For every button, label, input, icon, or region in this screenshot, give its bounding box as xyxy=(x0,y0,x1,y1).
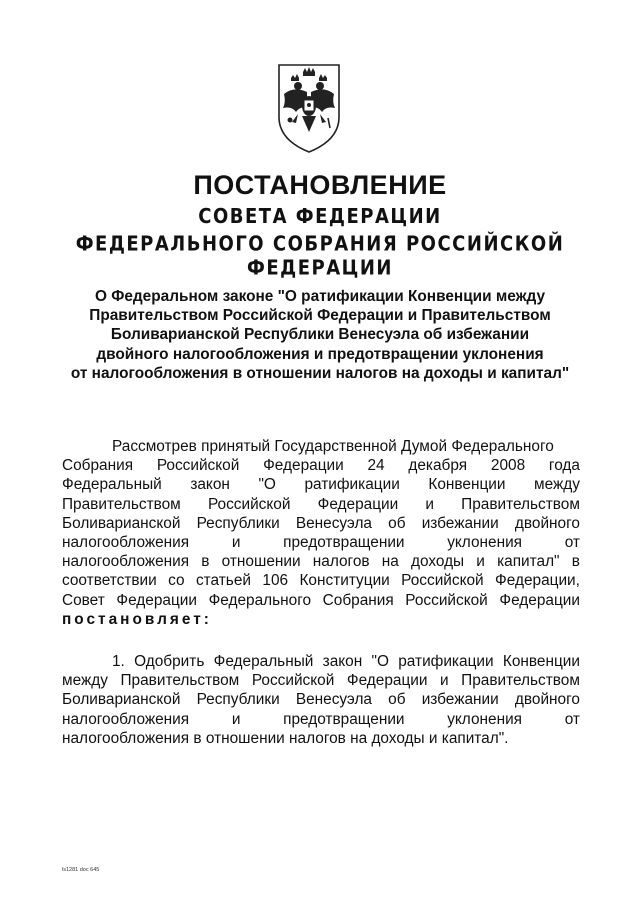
word: Федерации xyxy=(263,457,344,475)
subject-line: Правительством Российской Федерации и Правительством xyxy=(89,307,551,325)
word: налогообложения xyxy=(62,553,190,571)
word: на xyxy=(381,553,399,571)
word: 1. xyxy=(112,653,125,670)
word: предотвращении xyxy=(283,710,405,728)
word: от xyxy=(564,710,580,728)
word: статьей xyxy=(195,572,251,590)
word: налогообложения xyxy=(62,710,190,728)
document-code: ls1281 doc 645 xyxy=(62,867,100,873)
word: Российской xyxy=(401,572,484,590)
word: закон xyxy=(190,476,230,494)
word: Республики xyxy=(196,691,280,709)
word: двойного xyxy=(514,514,580,532)
word: Федерации, xyxy=(495,572,580,590)
word: налогообложения в отношении налогов на доходы и капитал". xyxy=(62,729,509,747)
word: уклонения xyxy=(447,710,523,728)
preamble-line xyxy=(62,591,580,610)
word: Федерации xyxy=(116,591,197,609)
word: от xyxy=(564,534,580,552)
word: Правительством xyxy=(120,672,240,690)
word: Собрания xyxy=(322,591,394,609)
preamble-line xyxy=(62,514,580,533)
word: об xyxy=(388,691,406,709)
word: Российской xyxy=(405,591,488,609)
word: "О xyxy=(371,653,389,670)
word: Федерации xyxy=(499,591,580,609)
russian-coat-of-arms-emblem xyxy=(274,62,344,154)
word: Российской xyxy=(156,457,240,475)
item-line xyxy=(62,690,580,709)
word: Рассмотрев принятый Государственной Думой Федерального xyxy=(112,438,554,455)
document-subtitle-assembly: ФЕДЕРАЛЬНОГО СОБРАНИЯ РОССИЙСКОЙ ФЕДЕРАЦИИ xyxy=(75,231,565,281)
word: Собрания xyxy=(62,457,134,475)
word: Правительством xyxy=(461,495,580,513)
word: Федерального xyxy=(208,591,312,609)
word: двойного xyxy=(514,691,580,709)
document-title: ПОСТАНОВЛЕНИЕ xyxy=(193,170,447,200)
preamble-paragraph xyxy=(62,437,580,629)
preamble-line xyxy=(62,495,580,514)
word: "О xyxy=(258,476,276,494)
document-subtitle-council: СОВЕТА ФЕДЕРАЦИИ xyxy=(198,204,442,229)
word: Венесуэла xyxy=(295,691,372,709)
word: Совет xyxy=(62,591,105,609)
item-line xyxy=(62,710,580,729)
word: налогообложения xyxy=(62,534,190,552)
preamble-line xyxy=(62,610,580,629)
word: Правительством xyxy=(461,672,580,690)
word: закон xyxy=(322,653,363,670)
word: отношении xyxy=(221,553,301,571)
word: декабря xyxy=(408,457,468,475)
item-line xyxy=(62,671,580,690)
word: капитал" xyxy=(497,553,560,571)
resolution-item-1 xyxy=(62,652,580,748)
word: Федерации xyxy=(317,495,399,513)
word: и xyxy=(425,495,434,513)
word: 24 xyxy=(367,457,385,475)
word: Федеральный xyxy=(62,476,162,494)
word: и xyxy=(440,672,449,690)
preamble-line xyxy=(62,456,580,475)
word: Конституции xyxy=(299,572,390,590)
word: Республики xyxy=(196,514,280,532)
word: ратификации xyxy=(398,653,494,670)
word: и xyxy=(231,534,241,552)
word: Конвенции xyxy=(502,653,580,670)
word: избежании xyxy=(421,691,499,709)
word: 2008 xyxy=(490,457,526,475)
word: доходы xyxy=(410,553,465,571)
word: соответствии xyxy=(62,572,157,590)
resolution-subject xyxy=(40,287,600,383)
word: и xyxy=(476,553,485,571)
word: между xyxy=(534,476,580,494)
word: Федеральный xyxy=(213,653,314,670)
preamble-line xyxy=(62,552,580,571)
word: Боливарианской xyxy=(62,514,181,532)
word: в xyxy=(571,553,580,571)
subject-line: двойного налогообложения и предотвращении уклонения xyxy=(96,345,544,363)
word: Одобрить xyxy=(134,653,205,670)
word: 106 xyxy=(262,572,289,590)
word: Правительством xyxy=(62,495,181,513)
subject-line: О Федеральном законе "О ратификации Конвенции между xyxy=(94,288,546,305)
word: в xyxy=(201,553,210,571)
word: избежании xyxy=(421,514,499,532)
preamble-line xyxy=(62,475,580,494)
word: со xyxy=(168,572,185,590)
word: Венесуэла xyxy=(295,514,372,532)
item-line xyxy=(62,729,580,748)
word: и xyxy=(231,710,241,728)
word: предотвращении xyxy=(283,534,405,552)
word: Боливарианской xyxy=(62,691,181,709)
resolves-word: постановляет: xyxy=(62,610,212,628)
word: Российской xyxy=(207,495,291,513)
word: между xyxy=(62,672,108,690)
preamble-line xyxy=(62,533,580,552)
item-line xyxy=(62,652,580,671)
word: ратификации xyxy=(304,476,400,494)
word: Конвенции xyxy=(428,476,506,494)
preamble-line xyxy=(62,571,580,590)
word: налогов xyxy=(312,553,370,571)
subject-line: от налогообложения в отношении налогов на доходы и капитал" xyxy=(70,364,570,382)
subject-line: Боливарианской Республики Венесуэла об избежании xyxy=(110,326,530,344)
word: года xyxy=(548,457,580,475)
word: об xyxy=(388,514,406,532)
word: уклонения xyxy=(447,534,523,552)
word: Российской xyxy=(251,672,335,690)
preamble-line xyxy=(62,437,580,456)
word: Федерации xyxy=(346,672,428,690)
